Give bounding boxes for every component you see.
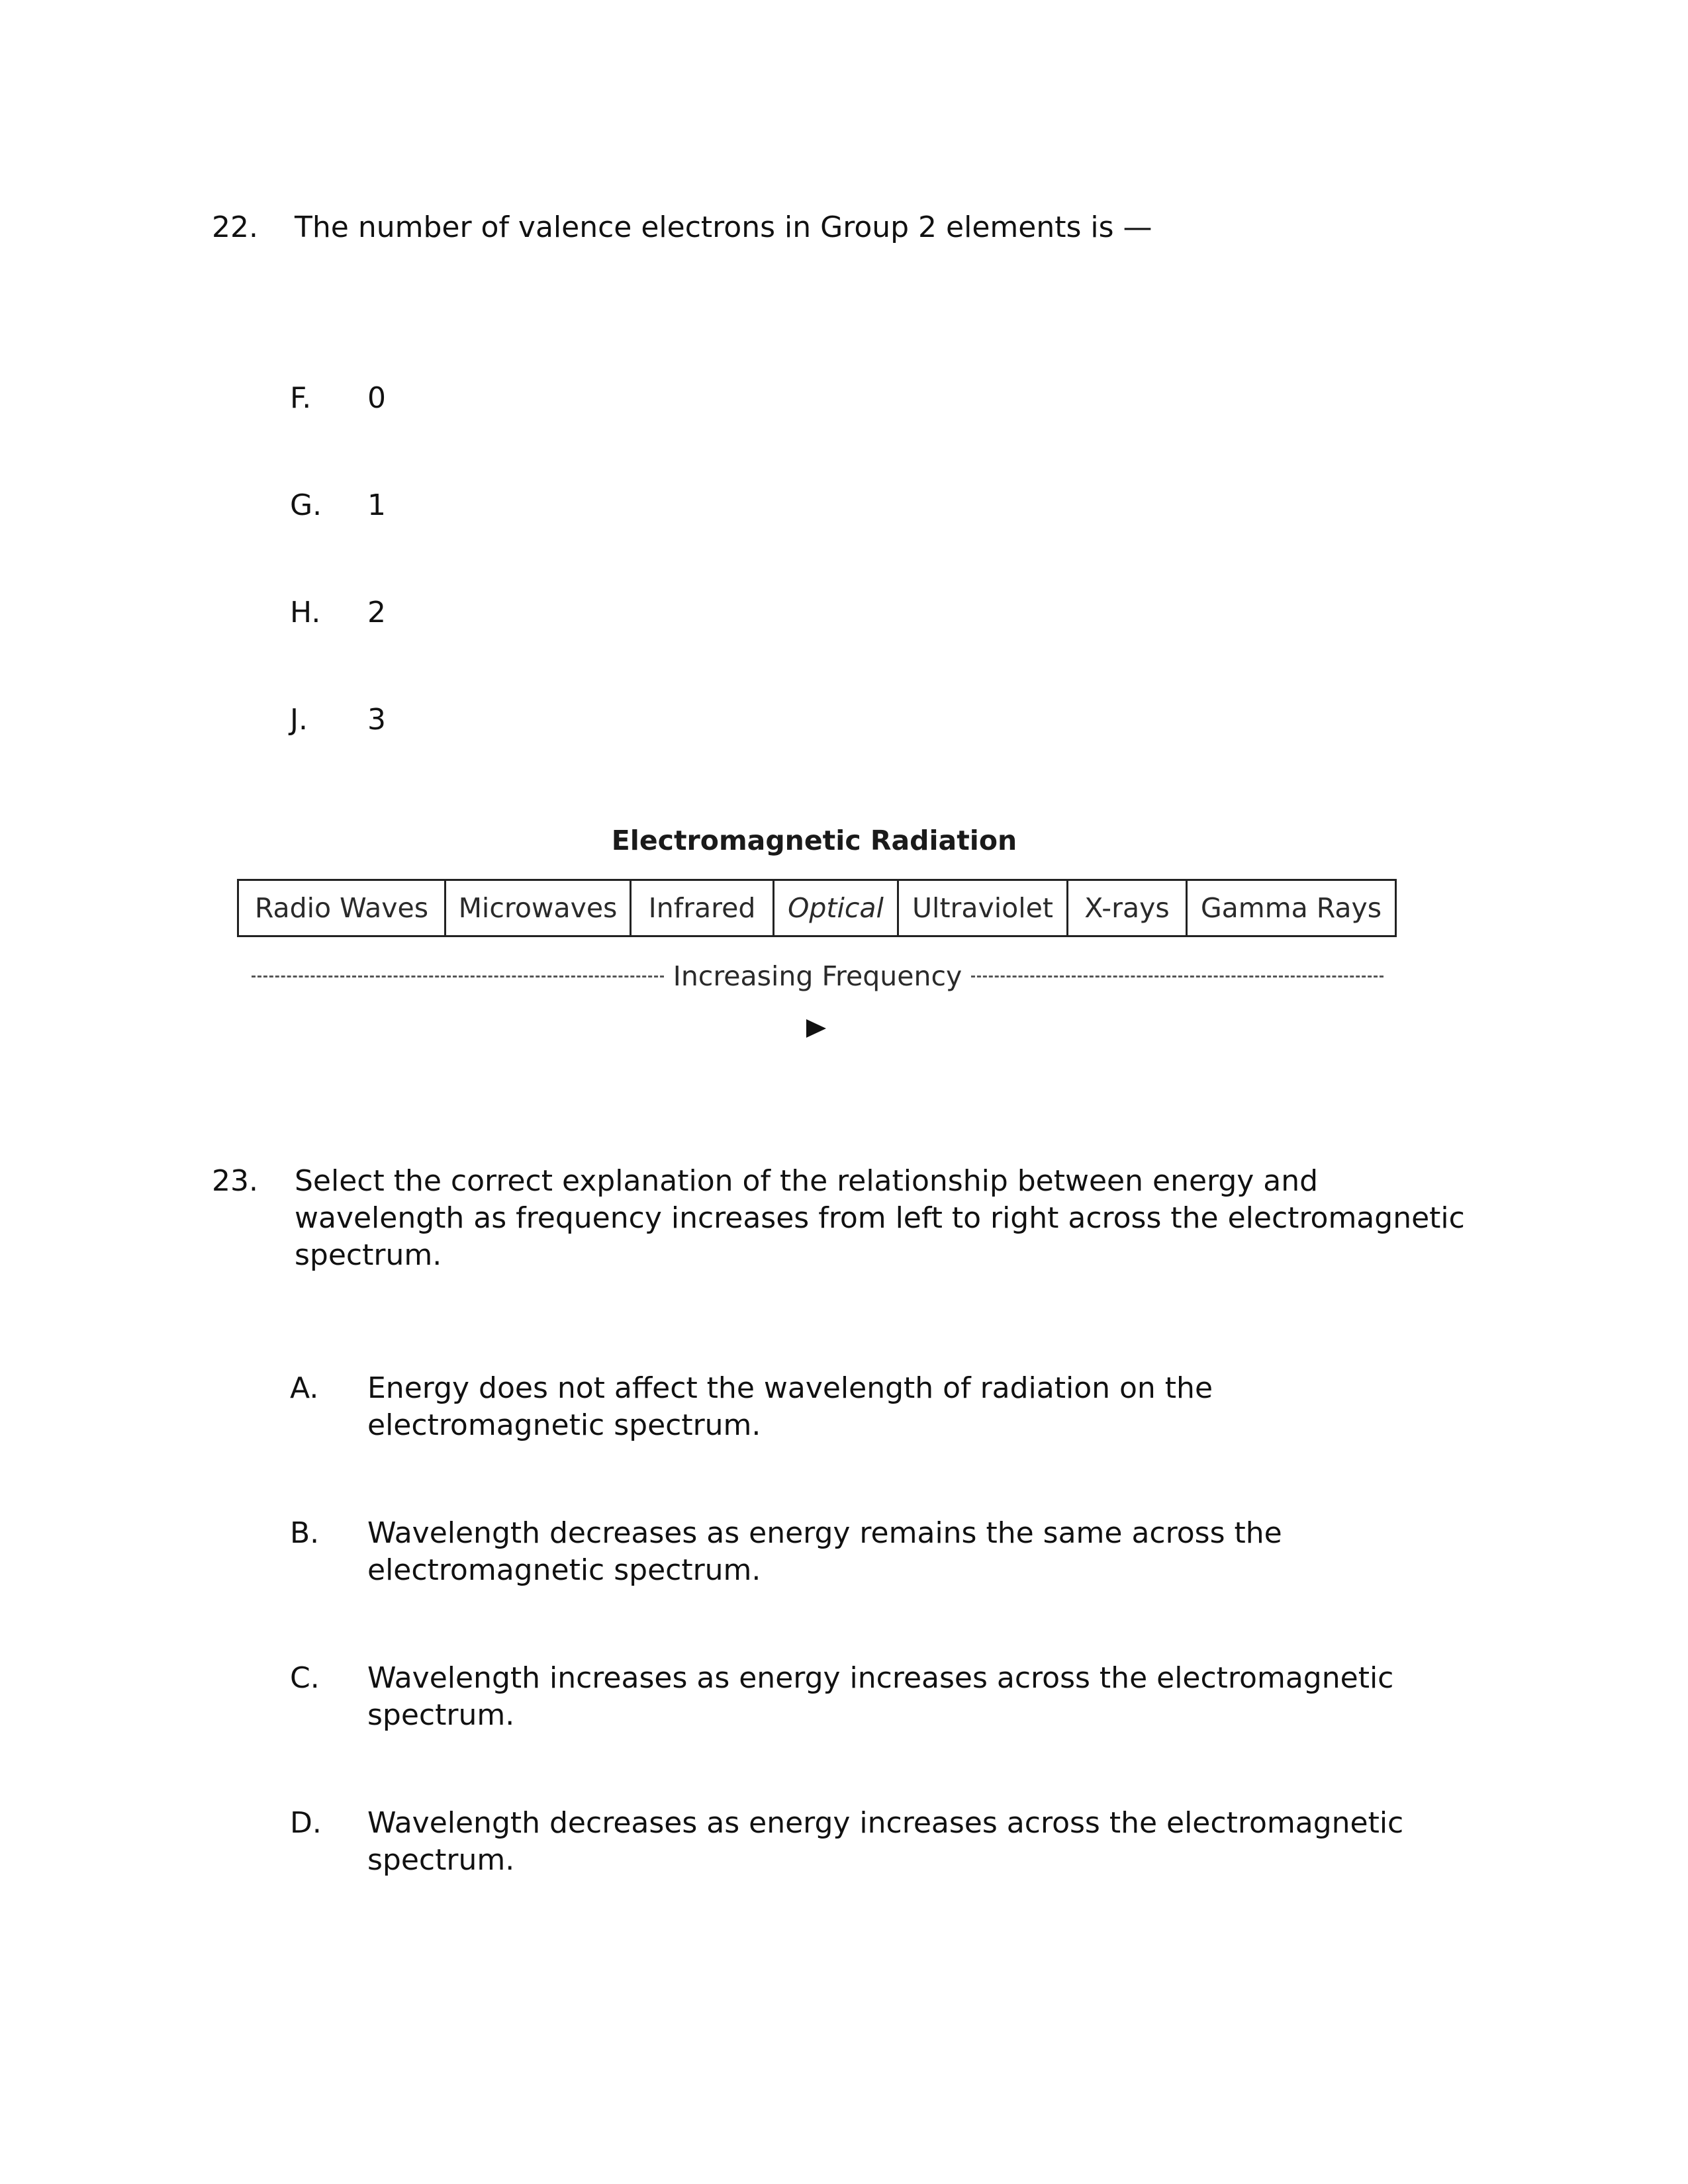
right-arrow-icon bbox=[806, 1019, 826, 1038]
option-text: Wavelength decreases as energy remains the same across the electromagnetic spectrum. bbox=[367, 1516, 1282, 1587]
option-text: 2 bbox=[367, 596, 386, 629]
option-letter: G. bbox=[290, 488, 322, 522]
option-letter: D. bbox=[290, 1806, 322, 1840]
option-text: Energy does not affect the wavelength of radiation on the electromagnetic spectrum. bbox=[367, 1371, 1213, 1442]
frequency-indicator bbox=[252, 958, 1383, 995]
spectrum-cell-x-rays: X-rays bbox=[1068, 881, 1188, 935]
option-letter: C. bbox=[290, 1661, 320, 1695]
spectrum-cell-radio-waves: Radio Waves bbox=[239, 881, 446, 935]
frequency-label: Increasing Frequency bbox=[673, 960, 962, 992]
option-text: 1 bbox=[367, 488, 386, 522]
spectrum-cell-optical: Optical bbox=[774, 881, 899, 935]
option-text: 0 bbox=[367, 381, 386, 415]
figure-title: Electromagnetic Radiation bbox=[611, 825, 1017, 856]
spectrum-cell-infrared: Infrared bbox=[632, 881, 774, 935]
dashed-line-left bbox=[252, 976, 664, 978]
question-number: 22. bbox=[212, 210, 258, 244]
option-letter: B. bbox=[290, 1516, 320, 1550]
option-letter: A. bbox=[290, 1371, 319, 1405]
option-letter: F. bbox=[290, 381, 312, 415]
question-number: 23. bbox=[212, 1164, 258, 1198]
spectrum-cell-gamma-rays: Gamma Rays bbox=[1200, 892, 1382, 924]
spectrum-cell-microwaves: Microwaves bbox=[446, 881, 632, 935]
em-spectrum-table bbox=[237, 879, 1397, 937]
option-text: Wavelength decreases as energy increases across the electromagnetic spectrum. bbox=[367, 1806, 1404, 1877]
option-text: Wavelength increases as energy increases across the electromagnetic spectrum. bbox=[367, 1661, 1394, 1732]
question-text: The number of valence electrons in Group 2 elements is — bbox=[295, 210, 1152, 244]
option-letter: J. bbox=[290, 703, 308, 737]
option-letter: H. bbox=[290, 596, 321, 629]
option-text: 3 bbox=[367, 703, 386, 737]
dashed-line-right bbox=[971, 976, 1383, 978]
question-text: Select the correct explanation of the relationship between energy and wavelength as frequency increases from left to right across the electromagnetic spectrum. bbox=[295, 1164, 1465, 1272]
spectrum-cell-ultraviolet: Ultraviolet bbox=[899, 881, 1068, 935]
